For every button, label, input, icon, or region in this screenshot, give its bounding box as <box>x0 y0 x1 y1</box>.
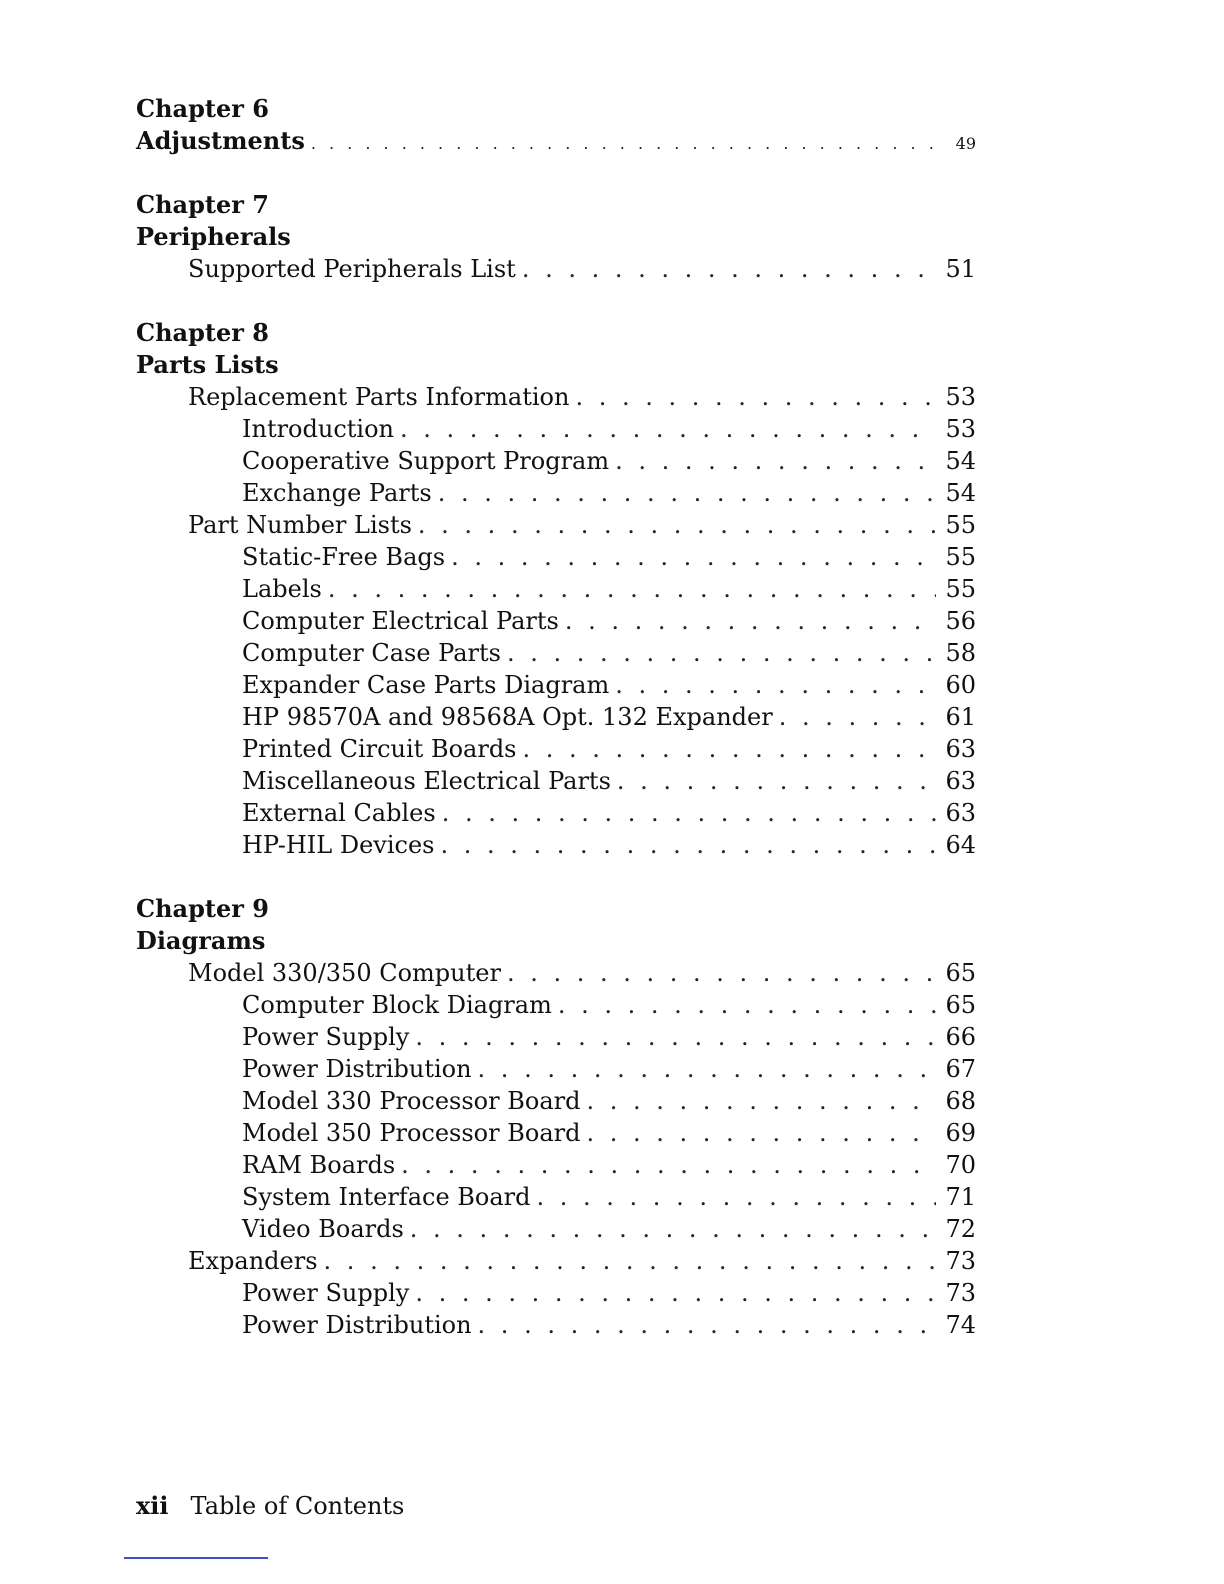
toc-subsection-entry[interactable] <box>136 477 976 509</box>
page-number: 54 <box>945 479 976 507</box>
toc-subsection-entry[interactable] <box>136 1309 976 1341</box>
toc-subsection-entry[interactable] <box>136 413 976 445</box>
toc-section-entry[interactable] <box>136 381 976 413</box>
dot-leader <box>328 573 936 605</box>
entry-title: Static-Free Bags <box>242 543 446 571</box>
page-number: 53 <box>945 415 976 443</box>
dot-leader <box>442 797 936 829</box>
chapter-label: Chapter 9 <box>136 894 269 923</box>
page-number: 70 <box>945 1151 976 1179</box>
entry-title: Model 350 Processor Board <box>242 1119 581 1147</box>
dot-leader <box>537 1181 936 1213</box>
page-number: 69 <box>945 1119 976 1147</box>
dot-leader <box>418 509 936 541</box>
dot-leader <box>507 957 936 989</box>
entry-title: System Interface Board <box>242 1183 531 1211</box>
entry-title: Introduction <box>242 415 394 443</box>
chapter-section <box>136 317 976 861</box>
page-number: 63 <box>945 799 976 827</box>
dot-leader <box>615 669 936 701</box>
toc-subsection-entry[interactable] <box>136 701 976 733</box>
entry-title: HP 98570A and 98568A Opt. 132 Expander <box>242 703 773 731</box>
dot-leader <box>522 253 936 285</box>
page-number: 55 <box>945 575 976 603</box>
entry-title: Part Number Lists <box>188 511 412 539</box>
dot-leader <box>441 829 937 861</box>
chapter-section <box>136 189 976 285</box>
entry-title: Power Supply <box>242 1023 410 1051</box>
entry-title: HP-HIL Devices <box>242 831 435 859</box>
dot-leader <box>415 1277 936 1309</box>
chapter-title: Diagrams <box>136 926 266 955</box>
toc-section-entry[interactable] <box>136 253 976 285</box>
entry-title: Cooperative Support Program <box>242 447 610 475</box>
chapter-label: Chapter 7 <box>136 190 269 219</box>
entry-title: Model 330 Processor Board <box>242 1087 581 1115</box>
toc-subsection-entry[interactable] <box>136 1085 976 1117</box>
dot-leader <box>575 381 936 413</box>
dot-leader <box>324 1245 936 1277</box>
entry-title: Supported Peripherals List <box>188 255 516 283</box>
entry-title: Power Supply <box>242 1279 410 1307</box>
page-number: 68 <box>945 1087 976 1115</box>
page-number: 53 <box>945 383 976 411</box>
chapter-title-row[interactable] <box>136 125 976 157</box>
entry-title: Expander Case Parts Diagram <box>242 671 610 699</box>
entry-title: Power Distribution <box>242 1311 472 1339</box>
toc-subsection-entry[interactable] <box>136 733 976 765</box>
page-number: 56 <box>945 607 976 635</box>
page-number: 72 <box>945 1215 976 1243</box>
chapter-title-row[interactable] <box>136 221 976 253</box>
entry-title: Model 330/350 Computer <box>188 959 501 987</box>
chapter-section <box>136 93 976 157</box>
dot-leader <box>410 1213 936 1245</box>
entry-title: Computer Block Diagram <box>242 991 552 1019</box>
entry-title: Replacement Parts Information <box>188 383 570 411</box>
page-number: 67 <box>945 1055 976 1083</box>
toc-section-entry[interactable] <box>136 509 976 541</box>
dot-leader <box>779 701 936 733</box>
page-number: 73 <box>945 1279 976 1307</box>
toc-subsection-entry[interactable] <box>136 797 976 829</box>
dot-leader <box>438 477 936 509</box>
page-number: 65 <box>945 959 976 987</box>
chapter-label: Chapter 6 <box>136 94 269 123</box>
chapter-title: Peripherals <box>136 222 291 251</box>
page-footer <box>136 1490 404 1522</box>
page-number: 58 <box>945 639 976 667</box>
entry-title: Labels <box>242 575 322 603</box>
page-number: 65 <box>945 991 976 1019</box>
dot-leader <box>558 989 936 1021</box>
entry-title: Power Distribution <box>242 1055 472 1083</box>
dot-leader <box>615 445 936 477</box>
toc-subsection-entry[interactable] <box>136 1181 976 1213</box>
toc-section-entry[interactable] <box>136 957 976 989</box>
entry-title: RAM Boards <box>242 1151 396 1179</box>
page-number: 64 <box>945 831 976 859</box>
toc-subsection-entry[interactable] <box>136 637 976 669</box>
entry-title: Computer Electrical Parts <box>242 607 559 635</box>
running-title: Table of Contents <box>190 1492 405 1520</box>
page-number: 60 <box>945 671 976 699</box>
dot-leader <box>451 541 936 573</box>
toc-section-entry[interactable] <box>136 1245 976 1277</box>
toc-subsection-entry[interactable] <box>136 1053 976 1085</box>
dot-leader <box>586 1085 936 1117</box>
entry-title: Video Boards <box>242 1215 404 1243</box>
dot-leader <box>565 605 936 637</box>
toc-subsection-entry[interactable] <box>136 541 976 573</box>
dot-leader <box>478 1309 936 1341</box>
dot-leader <box>401 1149 936 1181</box>
chapter-title-row[interactable] <box>136 925 976 957</box>
page-number: 74 <box>945 1311 976 1339</box>
entry-title: Expanders <box>188 1247 318 1275</box>
toc-subsection-entry[interactable] <box>136 1213 976 1245</box>
chapter-title-row[interactable] <box>136 349 976 381</box>
page-number: 63 <box>945 767 976 795</box>
dot-leader <box>478 1053 936 1085</box>
dot-leader <box>507 637 936 669</box>
dot-leader <box>617 765 936 797</box>
dot-leader <box>311 128 936 160</box>
chapter-title: Parts Lists <box>136 350 279 379</box>
page-number: 55 <box>945 543 976 571</box>
toc-subsection-entry[interactable] <box>136 829 976 861</box>
table-of-contents <box>136 93 976 1373</box>
toc-subsection-entry[interactable] <box>136 1277 976 1309</box>
entry-title: Miscellaneous Electrical Parts <box>242 767 611 795</box>
chapter-section <box>136 893 976 1341</box>
entry-title: Computer Case Parts <box>242 639 501 667</box>
page-number: xii <box>136 1491 169 1520</box>
page-number: 49 <box>955 134 976 153</box>
dot-leader <box>586 1117 936 1149</box>
bottom-rule <box>124 1557 268 1559</box>
dot-leader <box>415 1021 936 1053</box>
entry-title: Printed Circuit Boards <box>242 735 517 763</box>
entry-title: External Cables <box>242 799 436 827</box>
toc-subsection-entry[interactable] <box>136 1117 976 1149</box>
page-number: 66 <box>945 1023 976 1051</box>
chapter-title: Adjustments <box>136 126 305 155</box>
toc-subsection-entry[interactable] <box>136 765 976 797</box>
dot-leader <box>523 733 937 765</box>
page-number: 71 <box>945 1183 976 1211</box>
page-number: 63 <box>945 735 976 763</box>
toc-subsection-entry[interactable] <box>136 1149 976 1181</box>
page-number: 73 <box>945 1247 976 1275</box>
page-number: 51 <box>945 255 976 283</box>
page-number: 61 <box>945 703 976 731</box>
page-number: 55 <box>945 511 976 539</box>
toc-subsection-entry[interactable] <box>136 573 976 605</box>
entry-title: Exchange Parts <box>242 479 432 507</box>
chapter-label: Chapter 8 <box>136 318 269 347</box>
toc-subsection-entry[interactable] <box>136 669 976 701</box>
dot-leader <box>400 413 936 445</box>
toc-subsection-entry[interactable] <box>136 989 976 1021</box>
page-number: 54 <box>945 447 976 475</box>
toc-subsection-entry[interactable] <box>136 445 976 477</box>
toc-subsection-entry[interactable] <box>136 1021 976 1053</box>
toc-subsection-entry[interactable] <box>136 605 976 637</box>
